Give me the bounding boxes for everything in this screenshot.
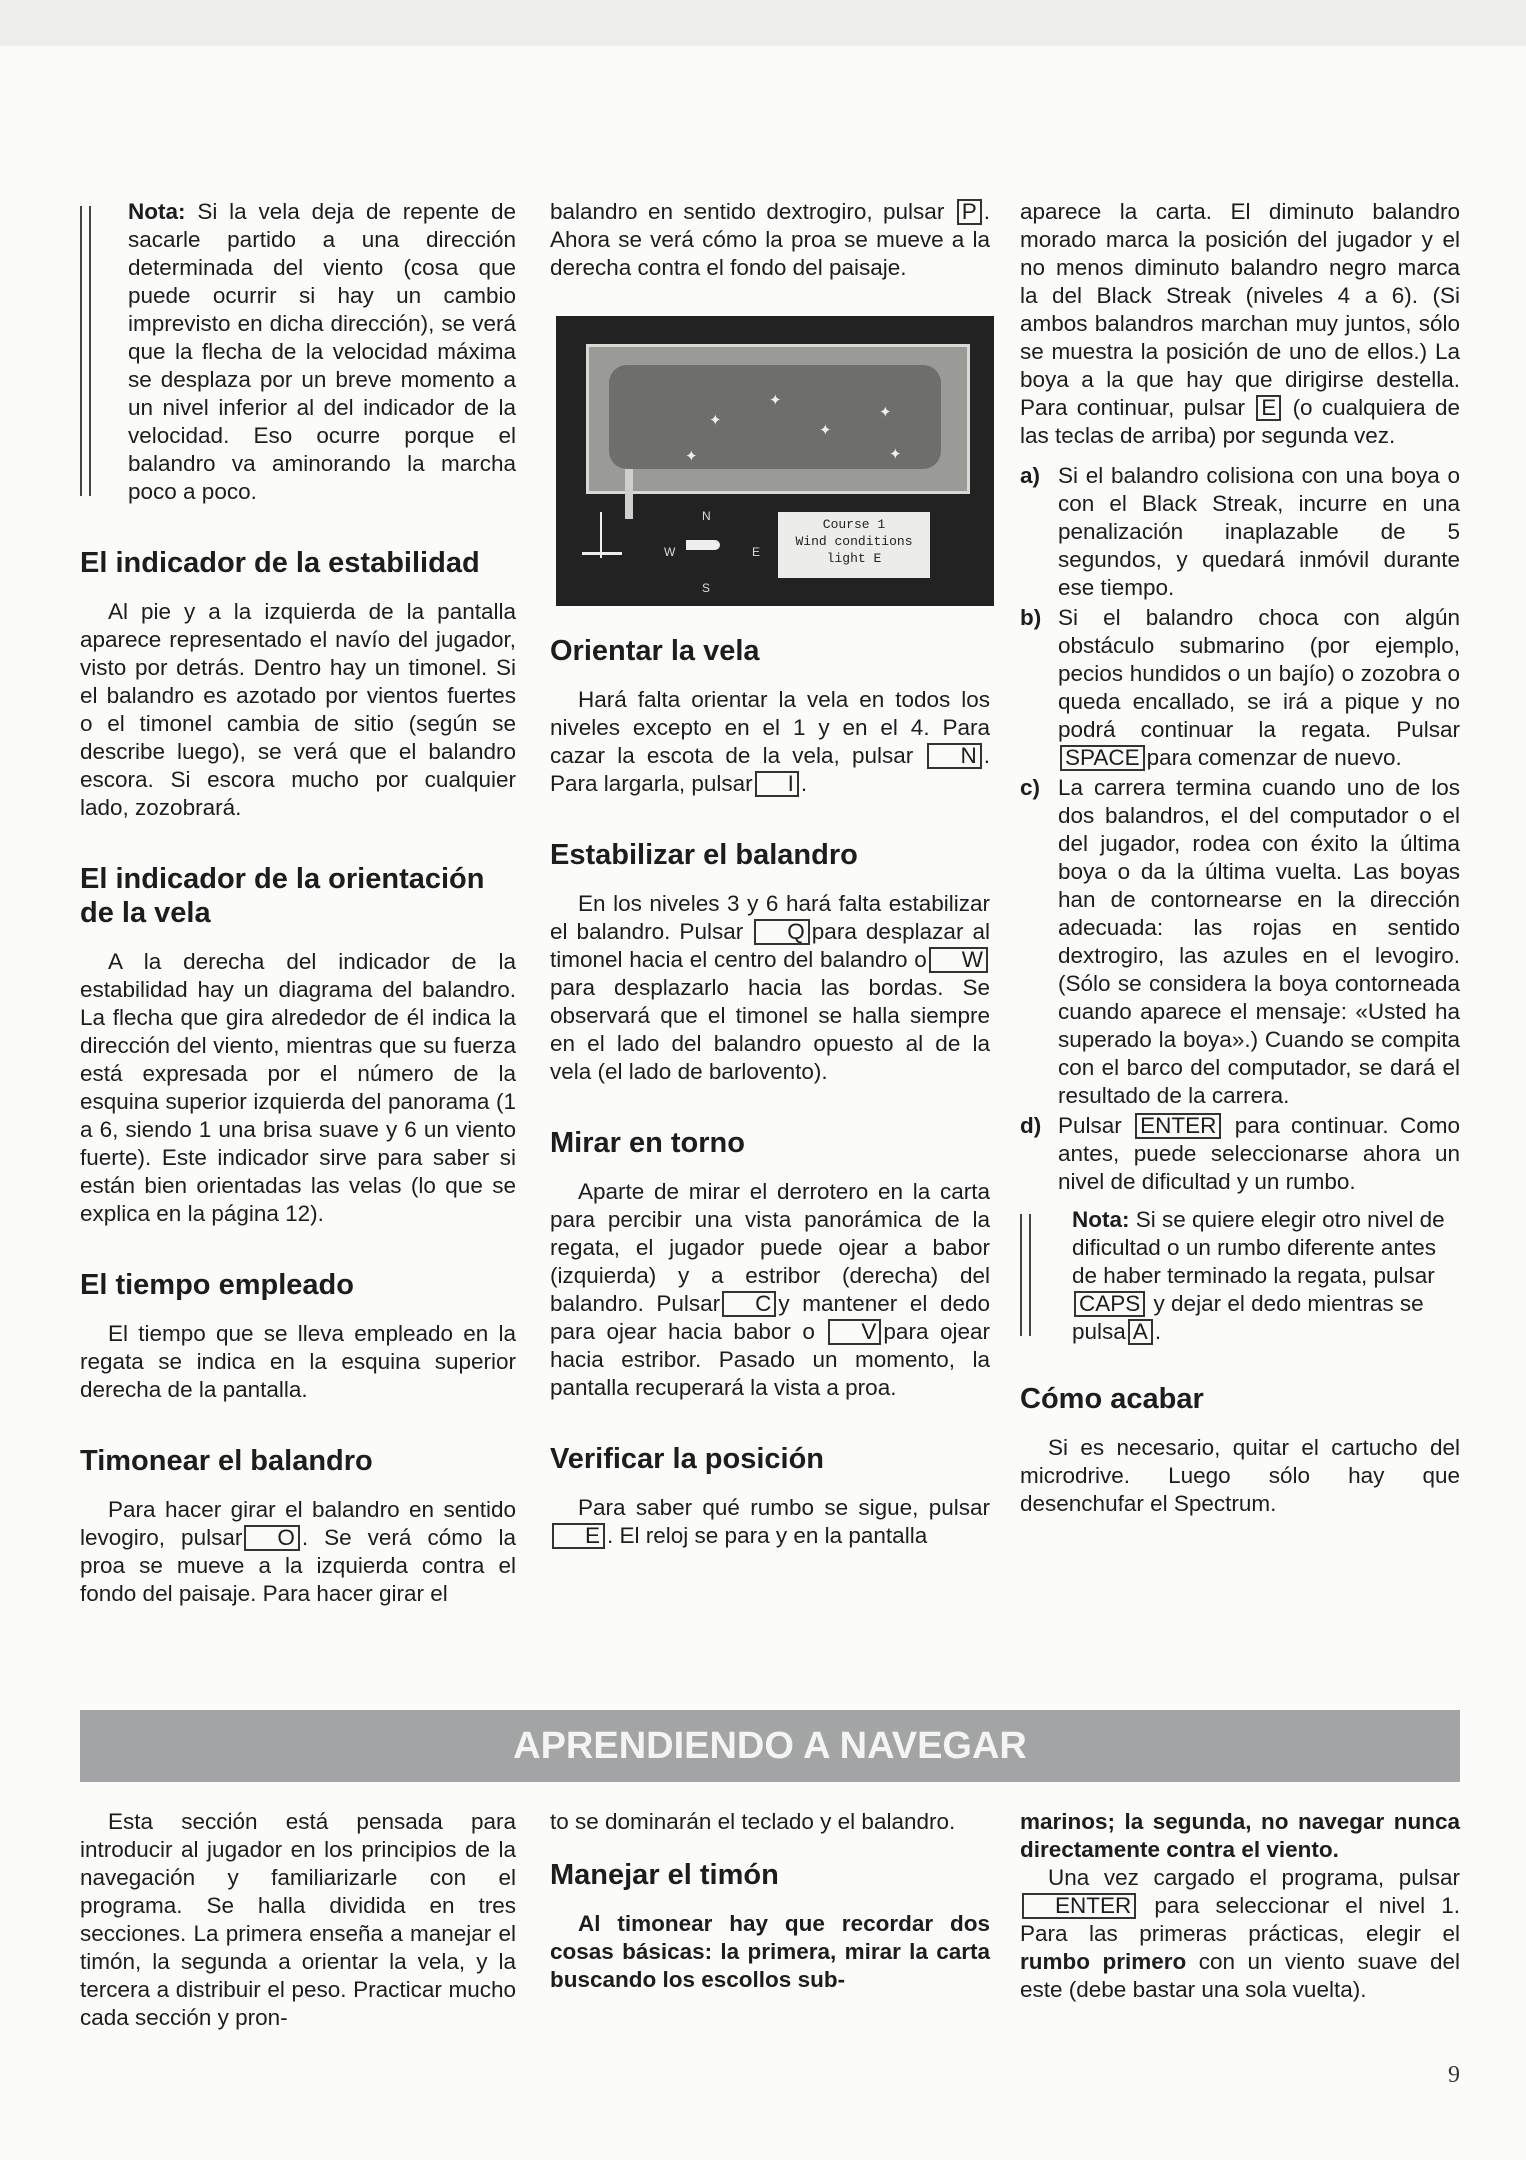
- key-caps: CAPS: [1074, 1291, 1145, 1317]
- heading-orientar: Orientar la vela: [550, 635, 760, 667]
- stability-hull-icon: [582, 552, 622, 555]
- key-w: W: [929, 947, 988, 973]
- key-space: SPACE: [1060, 745, 1145, 771]
- paragraph-dextrogiro: [550, 198, 990, 282]
- heading-mirar: Mirar en torno: [550, 1127, 745, 1159]
- text-span: para desplazar al timonel hacia el centro del balandro o: [550, 919, 990, 972]
- text-span: Una vez cargado el programa, pulsar: [1048, 1865, 1460, 1890]
- heading-estabilizar: Estabilizar el balandro: [550, 839, 858, 871]
- bottom-column-middle: [550, 1808, 990, 1994]
- compass-w: W: [664, 545, 676, 559]
- buoy-marker: ✦: [819, 422, 832, 439]
- heading-manejar: Manejar el timón: [550, 1859, 779, 1891]
- note-box-2: [1020, 1206, 1460, 1346]
- note-label: Nota:: [128, 199, 186, 224]
- note-text: Si se quiere elegir otro nivel de dificultad o un rumbo diferente antes de haber terminado la regata, pulsar: [1072, 1207, 1445, 1288]
- key-enter: ENTER: [1022, 1893, 1136, 1919]
- course-title: Course 1: [822, 517, 886, 532]
- heading-orientacion: El indicador de la orientación de la vela: [80, 863, 485, 929]
- text-span: balandro en sentido dextrogiro, pulsar: [550, 199, 945, 224]
- text-span: (o cualquiera de las teclas de arriba) por segunda vez.: [1020, 395, 1460, 448]
- item-text: La carrera termina cuando uno de los dos balandros, el del computador o el del jugador, rodea con éxito la última boya o da la última vuelta. Las boyas han de contornearse en la dirección adecuada: las rojas en sentido dextrogiro, las azules en el levogiro. (Sólo se considera la boya contorneada cuando aparece el mensaje: «Usted ha superado la boya».) Cuando se compita con el barco del computador, se dará el resultado de la carrera.: [1058, 775, 1460, 1108]
- list-item: [1020, 1112, 1460, 1196]
- compass-e: E: [752, 545, 761, 559]
- key-c: C: [722, 1291, 776, 1317]
- key-o: O: [244, 1525, 300, 1551]
- paragraph-orientacion: A la derecha del indicador de la estabilidad hay un diagrama del balandro. La flecha que gira alrededor de él indica la dirección del viento, mientras que su fuerza está expresada por el número de la esquina superior izquierda del panorama (1 a 6, siendo 1 una brisa suave y 6 un viento fuerte). Este indicador sirve para saber si están bien orientadas las velas (lo que se explica en la página 12).: [80, 949, 516, 1226]
- text-span: aparece la carta. El diminuto balandro morado marca la posición del jugador y el no menos diminuto balandro negro marca la del Black Streak (niveles 4 a 6). (Si ambos balandros marchan muy juntos, sólo se muestra la posición de uno de ellos.) La boya a la que hay que dirigirse destella. Para continuar, pulsar: [1020, 199, 1460, 420]
- list-item: [1020, 774, 1460, 1110]
- text-span: con un viento suave del este (debe bastar una sola vuelta).: [1020, 1949, 1460, 2002]
- key-e: E: [1256, 395, 1281, 421]
- paragraph-intro: Esta sección está pensada para introducir al jugador en los principios de la navegación y familiarizarle con el programa. Se halla dividida en tres secciones. La primera enseña a manejar el timón, la segunda a orientar la vela, y la tercera a distribuir el peso. Practicar mucho cada sección y pron-: [80, 1809, 516, 2030]
- paragraph-estabilidad: Al pie y a la izquierda de la pantalla aparece representado el navío del jugador, visto por detrás. Dentro hay un timonel. Si el balandro es azotado por vientos fuertes o el timonel cambia de sitio (según se describe luego), se verá que el balandro escora. Si escora mucho por cualquier lado, zozobrará.: [80, 599, 516, 820]
- paragraph-estabilizar: [550, 890, 990, 1086]
- key-i: I: [755, 771, 799, 797]
- section-banner: APRENDIENDO A NAVEGAR: [80, 1710, 1460, 1782]
- buoy-marker: ✦: [709, 412, 722, 429]
- heading-tiempo: El tiempo empleado: [80, 1269, 354, 1301]
- paragraph-mirar: [550, 1178, 990, 1402]
- paragraph-carta: [1020, 198, 1460, 450]
- buoy-marker: ✦: [879, 404, 892, 421]
- bottom-column-left: [80, 1808, 516, 2032]
- paragraph-manejar-bold-cont: marinos; la segunda, no navegar nunca directamente contra el viento.: [1020, 1809, 1460, 1862]
- item-text: Si el balandro choca con algún obstáculo submarino (por ejemplo, pecios hundidos o un bajío) o zozobra o queda encallado, se irá a pique y no podrá continuar la regata. Pulsar: [1058, 605, 1460, 742]
- text-span: Para saber qué rumbo se sigue, pulsar: [578, 1495, 990, 1520]
- key-e: E: [552, 1523, 605, 1549]
- compass-n: N: [702, 509, 711, 523]
- course-info-panel: [778, 512, 930, 578]
- key-n: N: [927, 743, 981, 769]
- text-span: .: [800, 771, 808, 796]
- item-text: para comenzar de nuevo.: [1146, 745, 1402, 770]
- text-span: para desplazarlo hacia las bordas. Se observará que el timonel se halla siempre en el lado del balandro opuesto al de la vela (el lado de barlovento).: [550, 975, 990, 1084]
- note-text: y dejar el dedo mientras se pulsa: [1072, 1291, 1424, 1344]
- note-label: Nota:: [1072, 1207, 1130, 1232]
- note-text: .: [1154, 1319, 1162, 1344]
- item-marker: a): [1020, 463, 1041, 488]
- buoy-marker: ✦: [685, 448, 698, 465]
- course-map: [586, 344, 970, 494]
- heading-estabilidad: El indicador de la estabilidad: [80, 547, 480, 579]
- column-left: [80, 198, 516, 1608]
- game-screenshot: [556, 316, 994, 606]
- note-box: [80, 198, 516, 506]
- text-span: para ojear hacia estribor. Pasado un momento, la pantalla recuperará la vista a proa.: [550, 1319, 990, 1400]
- paragraph-intro-cont: to se dominarán el teclado y el balandro.: [550, 1809, 956, 1834]
- note-text: Si la vela deja de repente de sacarle partido a una dirección determinada del viento (cosa que puede ocurrir si hay un cambio imprevisto en dicha dirección), se verá que la flecha de la velocidad máxima se desplaza por un breve momento a un nivel inferior al del indicador de la velocidad. Eso ocurre porque el balandro va aminorando la marcha poco a poco.: [128, 199, 516, 504]
- wind-value: light E: [826, 551, 882, 566]
- paragraph-timonear: [80, 1496, 516, 1608]
- paragraph-acabar: Si es necesario, quitar el cartucho del microdrive. Luego sólo hay que desenchufar el Spectrum.: [1020, 1435, 1460, 1516]
- text-span: Para hacer girar el balandro en sentido levogiro, pulsar: [80, 1497, 516, 1550]
- key-v: V: [828, 1319, 881, 1345]
- item-text: Si el balandro colisiona con una boya o con el Black Streak, incurre en una penalización inaplazable de 5 segundos, y quedará inmóvil durante ese tiempo.: [1058, 463, 1460, 600]
- text-span: En los niveles 3 y 6 hará falta estabilizar el balandro. Pulsar: [550, 891, 990, 944]
- key-enter: ENTER: [1135, 1113, 1221, 1139]
- wind-arrow-icon: [686, 540, 720, 550]
- paragraph-verificar: [550, 1494, 990, 1550]
- heading-timonear: Timonear el balandro: [80, 1445, 373, 1477]
- column-middle: [550, 198, 990, 1550]
- wind-label: Wind conditions: [795, 534, 913, 549]
- column-right: [1020, 198, 1460, 1518]
- buoy-marker: ✦: [769, 392, 782, 409]
- text-span: para seleccionar el nivel 1. Para las primeras prácticas, elegir el: [1020, 1893, 1460, 1946]
- paragraph-orientar: [550, 686, 990, 798]
- text-span: . Para largarla, pulsar: [550, 743, 990, 796]
- text-span: . Se verá cómo la proa se mueve a la izquierda contra el fondo del paisaje. Para hacer girar el: [80, 1525, 516, 1606]
- text-span: . Ahora se verá cómo la proa se mueve a la derecha contra el fondo del paisaje.: [550, 199, 990, 280]
- paragraph-cargado: [1020, 1864, 1460, 2004]
- item-text: para continuar. Como antes, puede seleccionarse ahora un nivel de dificultad y un rumbo.: [1058, 1113, 1460, 1194]
- item-marker: b): [1020, 605, 1042, 630]
- text-span: Aparte de mirar el derrotero en la carta para percibir una vista panorámica de la regata, el jugador puede ojear a babor (izquierda) y a estribor (derecha) del balandro. Pulsar: [550, 1179, 990, 1316]
- key-q: Q: [754, 919, 810, 945]
- text-span: y mantener el dedo para ojear hacia babor o: [550, 1291, 990, 1344]
- heading-verificar: Verificar la posición: [550, 1443, 824, 1475]
- page-number: 9: [1448, 2062, 1460, 2088]
- rules-list: [1020, 462, 1460, 1196]
- text-span: Hará falta orientar la vela en todos los niveles excepto en el 1 y en el 4. Para cazar la escota de la vela, pulsar: [550, 687, 990, 768]
- compass-s: S: [702, 581, 711, 595]
- scan-edge: [0, 0, 1526, 46]
- list-item: [1020, 604, 1460, 772]
- key-a: A: [1128, 1319, 1153, 1345]
- item-marker: d): [1020, 1113, 1042, 1138]
- paragraph-manejar-bold: Al timonear hay que recordar dos cosas básicas: la primera, mirar la carta buscando los escollos sub-: [550, 1911, 990, 1992]
- bottom-column-right: [1020, 1808, 1460, 2004]
- key-p: P: [957, 199, 982, 225]
- text-span: . El reloj se para y en la pantalla: [607, 1523, 928, 1548]
- item-marker: c): [1020, 775, 1041, 800]
- heading-acabar: Cómo acabar: [1020, 1383, 1204, 1415]
- text-span-bold: rumbo primero: [1020, 1949, 1187, 1974]
- paragraph-tiempo: El tiempo que se lleva empleado en la regata se indica en la esquina superior derecha de la pantalla.: [80, 1321, 516, 1402]
- item-text: Pulsar: [1058, 1113, 1122, 1138]
- list-item: [1020, 462, 1460, 602]
- buoy-marker: ✦: [889, 446, 902, 463]
